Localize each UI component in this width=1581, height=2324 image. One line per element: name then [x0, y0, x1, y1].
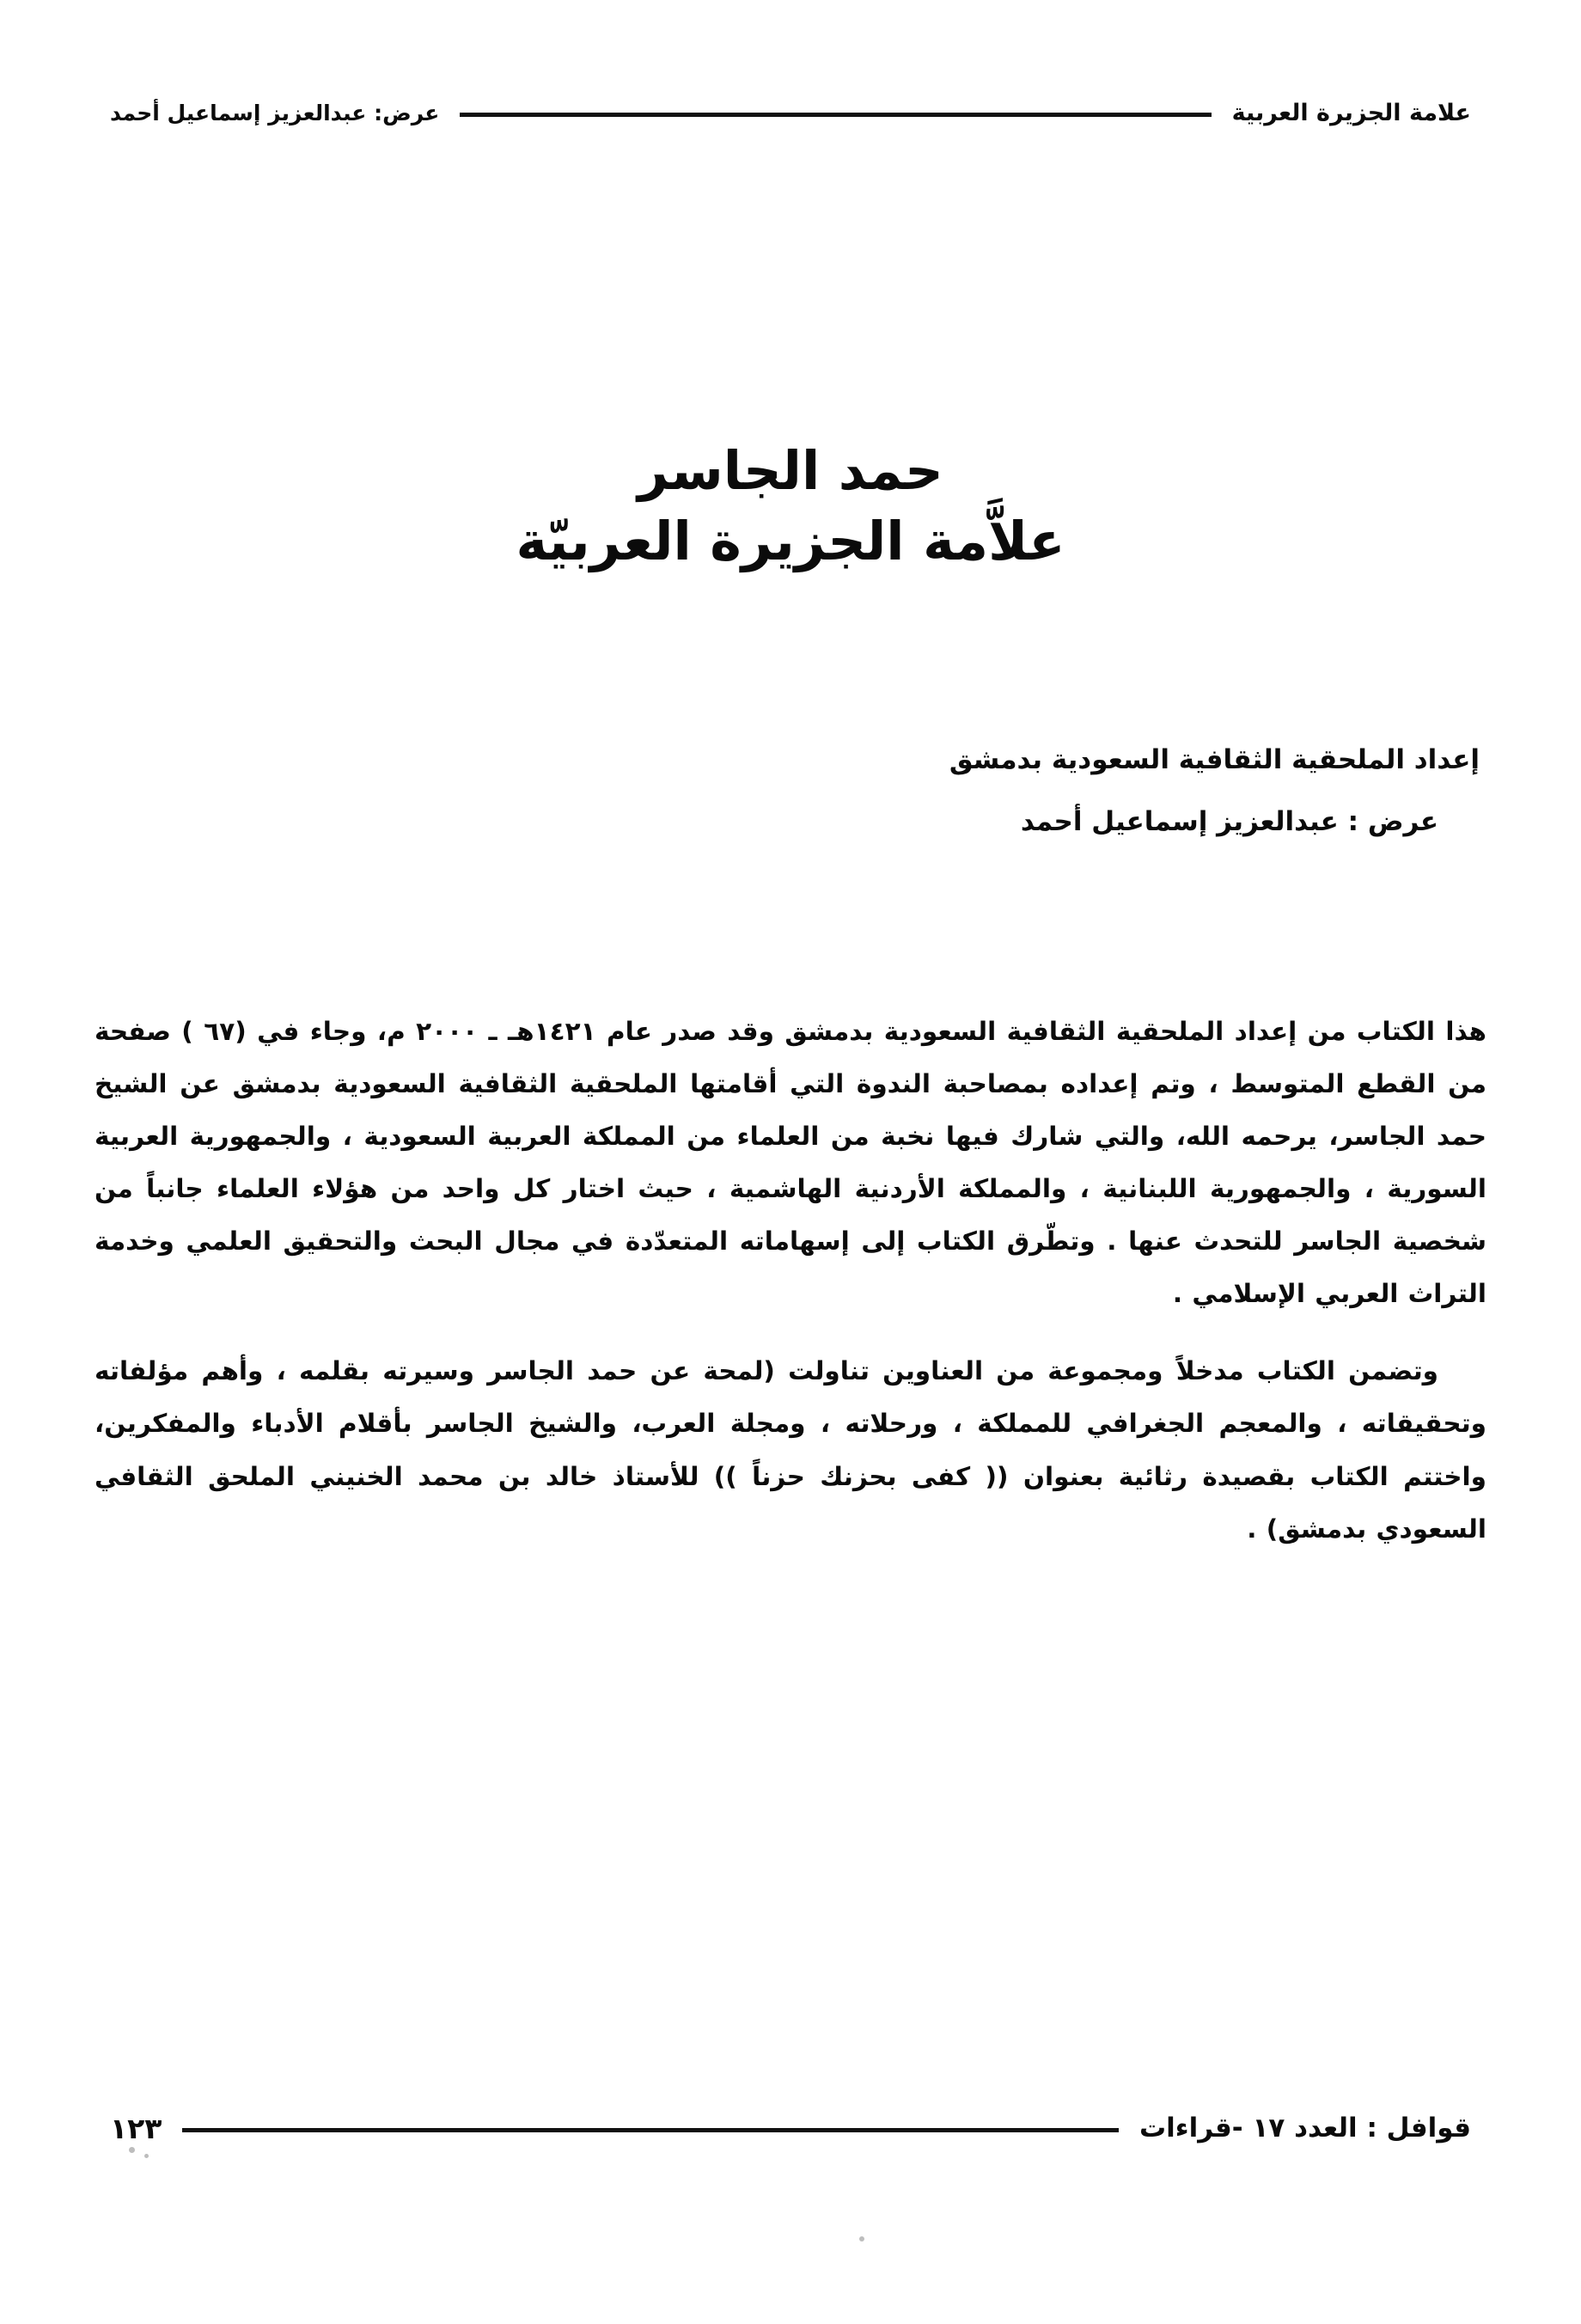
credit-presented-by: عرض : عبدالعزيز إسماعيل أحمد	[1020, 805, 1438, 837]
body-paragraph-2: وتضمن الكتاب مدخلاً ومجموعة من العناوين تناولت (لمحة عن حمد الجاسر وسيرته بقلمه ، وأهم مؤلفاته وتحقيقاته ، والمعجم الجغرافي للمملكة ، ورحلاته ، ومجلة العرب، والشيخ الجاسر بأقلام الأدباء والمفكرين، واختتم الكتاب بقصيدة رثائية بعنوان (( كفى بحزنك حزناً )) للأستاذ خالد بن محمد الخنيني الملحق الثقافي السعودي بدمشق) .	[95, 1356, 1486, 1544]
body-text	[95, 980, 1486, 1581]
scan-speck	[129, 2147, 135, 2153]
scan-speck	[144, 2154, 149, 2158]
credits-block	[110, 739, 1480, 843]
page-title	[110, 438, 1471, 573]
scan-speck	[859, 2236, 864, 2241]
title-line-2: علاَّمة الجزيرة العربيّة	[516, 509, 1065, 572]
footer-journal-info: قوافل : العدد ١٧ -قراءات	[1138, 2113, 1471, 2144]
running-head-title: علامة الجزيرة العربية	[1231, 99, 1471, 126]
footer-rule	[182, 2128, 1119, 2132]
page-footer	[110, 2102, 1471, 2154]
running-head	[110, 83, 1471, 143]
running-head-author: عرض: عبدالعزيز إسماعيل أحمد	[110, 100, 440, 125]
title-line-1: حمد الجاسر	[638, 439, 943, 502]
running-head-rule	[460, 113, 1211, 117]
body-paragraph-1: هذا الكتاب من إعداد الملحقية الثقافية السعودية بدمشق وقد صدر عام ١٤٢١هـ ـ ٢٠٠٠ م، وجاء في (٦٧ ) صفحة من القطع المتوسط ، وتم إعداده بمصاحبة الندوة التي أقامتها الملحقية الثقافية السعودية بدمشق عن الشيخ حمد الجاسر، يرحمه الله، والتي شارك فيها نخبة من العلماء من المملكة العربية السعودية ، والجمهورية العربية السورية ، والجمهورية اللبنانية ، والمملكة الأردنية الهاشمية ، حيث اختار كل واحد من هؤلاء العلماء جانباً من شخصية الجاسر للتحدث عنها . وتطّرق الكتاب إلى إسهاماته المتعدّدة في مجال البحث والتحقيق العلمي وخدمة التراث العربي الإسلامي .	[95, 1016, 1486, 1308]
footer-page-number: ١٢٣	[110, 2111, 162, 2145]
credit-prepared-by: إعداد الملحقية الثقافية السعودية بدمشق	[949, 744, 1480, 775]
